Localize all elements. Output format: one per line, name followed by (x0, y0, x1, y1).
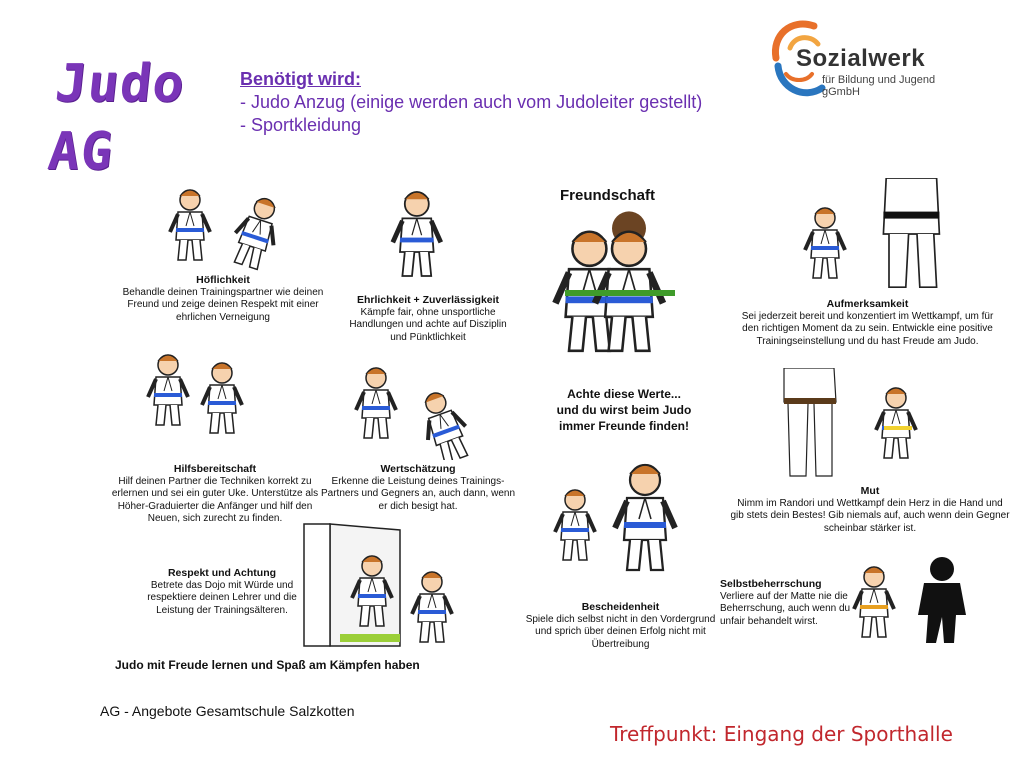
friendship-line-3: immer Freunde finden! (558, 419, 689, 433)
value-title: Aufmerksamkeit (826, 298, 909, 310)
value-title: Höflichkeit (196, 274, 250, 286)
attention-illustration (795, 178, 950, 296)
value-text: Hilf deinen Partner die Techniken korrekt zu erlernen und sei ein guter Uke. Unterstütze als Höher-Graduierter die Anfänger und hilf den Neuen, sich zurecht zu finden. (111, 475, 319, 524)
logo-subtitle: für Bildung und Jugend gGmbH (822, 74, 936, 98)
value-title: Ehrlichkeit + Zuverlässigkeit (356, 294, 500, 306)
value-text: Sei jederzeit bereit und konzentiert im Wettkampf, um für den richtigen Moment da zu sein. Entwickle eine positive Trainingseinstellung und du hast Freude am Judo. (741, 310, 994, 347)
tagline: Judo mit Freude lernen und Spaß am Kämpfen haben (115, 658, 420, 672)
friendship-message (524, 386, 724, 434)
logo-name: Sozialwerk (796, 45, 926, 72)
requirements-heading: Benötigt wird: (240, 69, 361, 89)
friendship-illustration (535, 208, 705, 384)
value-text: Verliere auf der Matte nie die Beherrschung, auch wenn du unfair behandelt wirst. (720, 590, 851, 627)
value-ehrlichkeit (343, 294, 513, 344)
friendship-heading: Freundschaft (560, 187, 656, 204)
value-selbstbeherrschung (720, 578, 855, 628)
value-respekt (132, 567, 312, 617)
value-hilfsbereitschaft (110, 463, 320, 526)
requirements-block (240, 68, 780, 137)
value-text: Kämpfe fair, ohne unsportliche Handlungen und achte auf Disziplin und Pünktlichkeit (349, 306, 507, 343)
value-title: Wertschätzung (380, 463, 456, 475)
page-title (45, 50, 209, 186)
value-title: Hilfsbereitschaft (173, 463, 257, 475)
value-hoeflichkeit (118, 274, 328, 324)
modesty-illustration (535, 458, 705, 596)
appreciation-illustration (352, 360, 492, 460)
value-text: Nimm im Randori und Wettkampf dein Herz in die Hand und gib stets dein Bestes! Gib niemals auf, auch wenn dein Gegner scheinbar stärker ist. (730, 497, 1010, 534)
value-title: Mut (860, 485, 880, 497)
sozialwerk-logo (770, 18, 970, 100)
value-mut (730, 485, 1010, 535)
dojo-door-illustration (300, 520, 465, 650)
title-line-1: Judo (52, 54, 188, 114)
value-bescheidenheit (518, 601, 723, 651)
value-title: Selbstbeherrschung (720, 578, 822, 590)
value-text: Spiele dich selbst nicht in den Vordergrund und sprich über deinen Erfolg nicht mit Übertreibung (525, 613, 716, 650)
honesty-illustration (352, 180, 482, 292)
helpfulness-illustration (140, 345, 270, 455)
friendship-line-1: Achte diese Werte... (567, 387, 681, 401)
value-wertschaetzung (318, 463, 518, 513)
requirement-item: - Judo Anzug (einige werden auch vom Judoleiter gestellt) (240, 92, 703, 112)
meeting-point: Treffpunkt: Eingang der Sporthalle (610, 722, 953, 746)
politeness-illustration (160, 182, 300, 272)
value-text: Erkenne die Leistung deines Trainings-Partners und Gegners an, auch dann, wenn er dich besigt hat. (320, 475, 516, 512)
requirement-item: - Sportkleidung (240, 115, 362, 135)
courage-illustration (780, 368, 950, 480)
value-aufmerksamkeit (735, 298, 1000, 348)
value-text: Betrete das Dojo mit Würde und respektiere deinen Lehrer und die Leistung der Trainingsälteren. (147, 579, 297, 616)
self-control-illustration (850, 555, 980, 647)
friendship-line-2: und du wirst beim Judo (556, 403, 692, 417)
value-text: Behandle deinen Trainingspartner wie deinen Freund und zeige deinen Respekt mit einer ehrlichen Verneigung (122, 286, 324, 323)
value-title: Bescheidenheit (581, 601, 660, 613)
value-title: Respekt und Achtung (167, 567, 277, 579)
footer-school: AG - Angebote Gesamtschule Salzkotten (100, 703, 355, 719)
title-line-2: AG (45, 122, 117, 182)
